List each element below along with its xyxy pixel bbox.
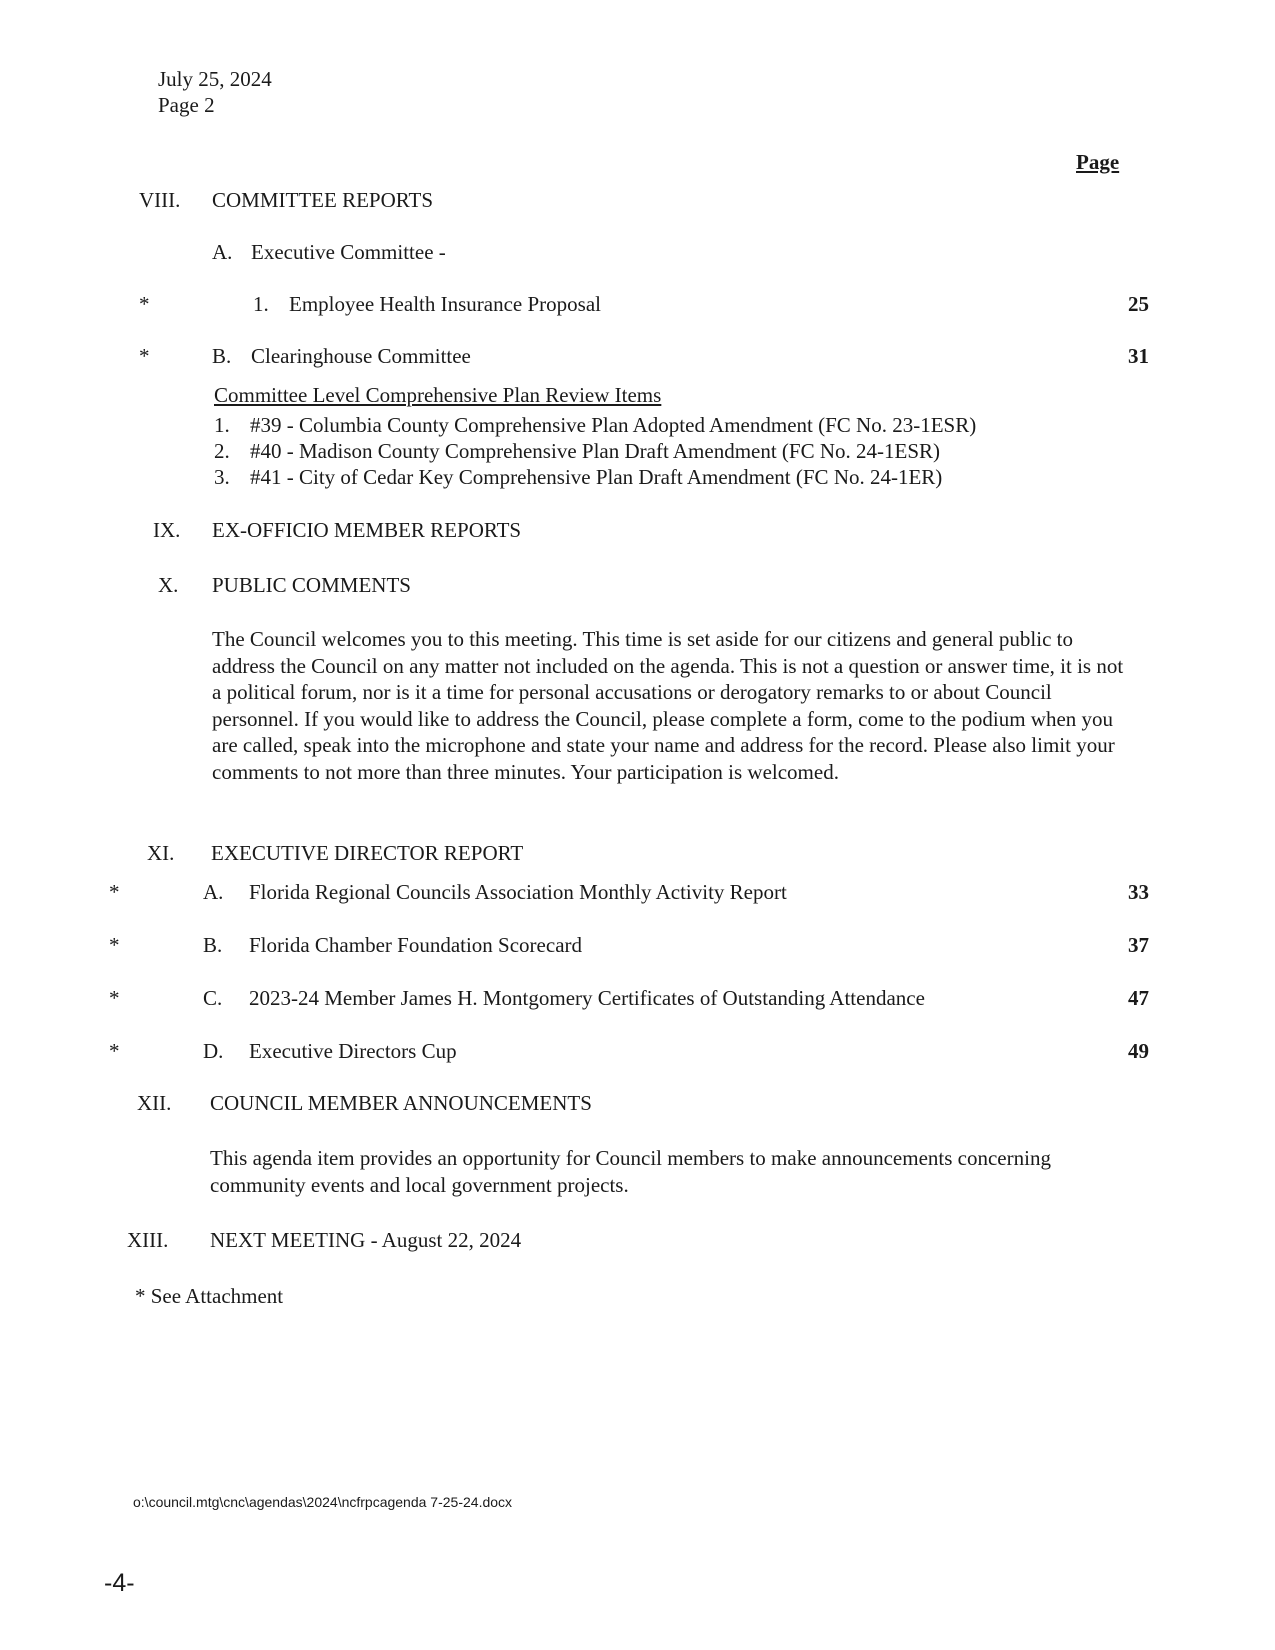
section-num: X. xyxy=(158,573,179,597)
item-letter: B. xyxy=(212,344,232,368)
page-ref: 49 xyxy=(1128,1039,1149,1063)
section-num: XII. xyxy=(137,1091,172,1115)
page-ref: 33 xyxy=(1128,880,1149,904)
section-title: EXECUTIVE DIRECTOR REPORT xyxy=(211,841,524,865)
subitem-num: 1. xyxy=(253,292,269,316)
public-comments-text: The Council welcomes you to this meeting. This time is set aside for our citizens and general public to address the Council on any matter not included on the agenda. This is not a question or answer time, it is not a political forum, nor is it a time for personal accusations or derogatory remarks to or about Council personnel. If you would like to address the Council, please complete a form, come to the podium when you are called, speak into the microphone and state your name and address for the record. Please also limit your comments to not more than three minutes. Your participation is welcomed. xyxy=(212,627,1124,784)
attachment-marker: * xyxy=(109,933,120,957)
section-num: VIII. xyxy=(139,188,181,212)
item-title: Executive Directors Cup xyxy=(249,1039,457,1063)
section-title: COMMITTEE REPORTS xyxy=(212,188,434,212)
attachment-marker: * xyxy=(109,1039,120,1063)
list-item: #41 - City of Cedar Key Comprehensive Plan Draft Amendment (FC No. 24-1ER) xyxy=(250,465,943,489)
page-column-header: Page xyxy=(1076,150,1120,174)
header-page-label: Page 2 xyxy=(158,93,215,117)
section-title: NEXT MEETING - August 22, 2024 xyxy=(210,1228,522,1252)
announcements-text: This agenda item provides an opportunity for Council members to make announcements concerning community events and local government projects. xyxy=(210,1146,1051,1197)
subheading: Committee Level Comprehensive Plan Review Items xyxy=(214,383,662,407)
page-number: -4- xyxy=(104,1569,135,1597)
attachment-marker: * xyxy=(139,344,150,368)
section-title: COUNCIL MEMBER ANNOUNCEMENTS xyxy=(210,1091,592,1115)
item-letter: D. xyxy=(203,1039,224,1063)
list-num: 3. xyxy=(214,465,230,489)
item-letter: C. xyxy=(203,986,223,1010)
item-title: Executive Committee - xyxy=(251,240,446,264)
list-num: 2. xyxy=(214,439,230,463)
list-num: 1. xyxy=(214,413,230,437)
section-title: EX-OFFICIO MEMBER REPORTS xyxy=(212,518,522,542)
item-letter: B. xyxy=(203,933,223,957)
page-ref: 37 xyxy=(1128,933,1149,957)
attachment-marker: * xyxy=(109,880,120,904)
attachment-marker: * xyxy=(109,986,120,1010)
list-item: #39 - Columbia County Comprehensive Plan Adopted Amendment (FC No. 23-1ESR) xyxy=(250,413,977,437)
item-title: Florida Chamber Foundation Scorecard xyxy=(249,933,583,957)
item-letter: A. xyxy=(212,240,233,264)
see-attachment-note: * See Attachment xyxy=(135,1284,284,1308)
page-ref: 31 xyxy=(1128,344,1149,368)
item-title: Clearinghouse Committee xyxy=(251,344,471,368)
page-ref: 25 xyxy=(1128,292,1149,316)
section-title: PUBLIC COMMENTS xyxy=(212,573,411,597)
header-date: July 25, 2024 xyxy=(158,67,272,91)
item-letter: A. xyxy=(203,880,224,904)
attachment-marker: * xyxy=(139,292,150,316)
subitem-title: Employee Health Insurance Proposal xyxy=(289,292,601,316)
section-num: XIII. xyxy=(127,1228,169,1252)
section-num: XI. xyxy=(147,841,175,865)
section-num: IX. xyxy=(153,518,181,542)
item-title: 2023-24 Member James H. Montgomery Certificates of Outstanding Attendance xyxy=(249,986,925,1010)
item-title: Florida Regional Councils Association Monthly Activity Report xyxy=(249,880,787,904)
page-ref: 47 xyxy=(1128,986,1149,1010)
file-path: o:\council.mtg\cnc\agendas\2024\ncfrpcagenda 7-25-24.docx xyxy=(133,1494,513,1510)
list-item: #40 - Madison County Comprehensive Plan Draft Amendment (FC No. 24-1ESR) xyxy=(250,439,941,463)
